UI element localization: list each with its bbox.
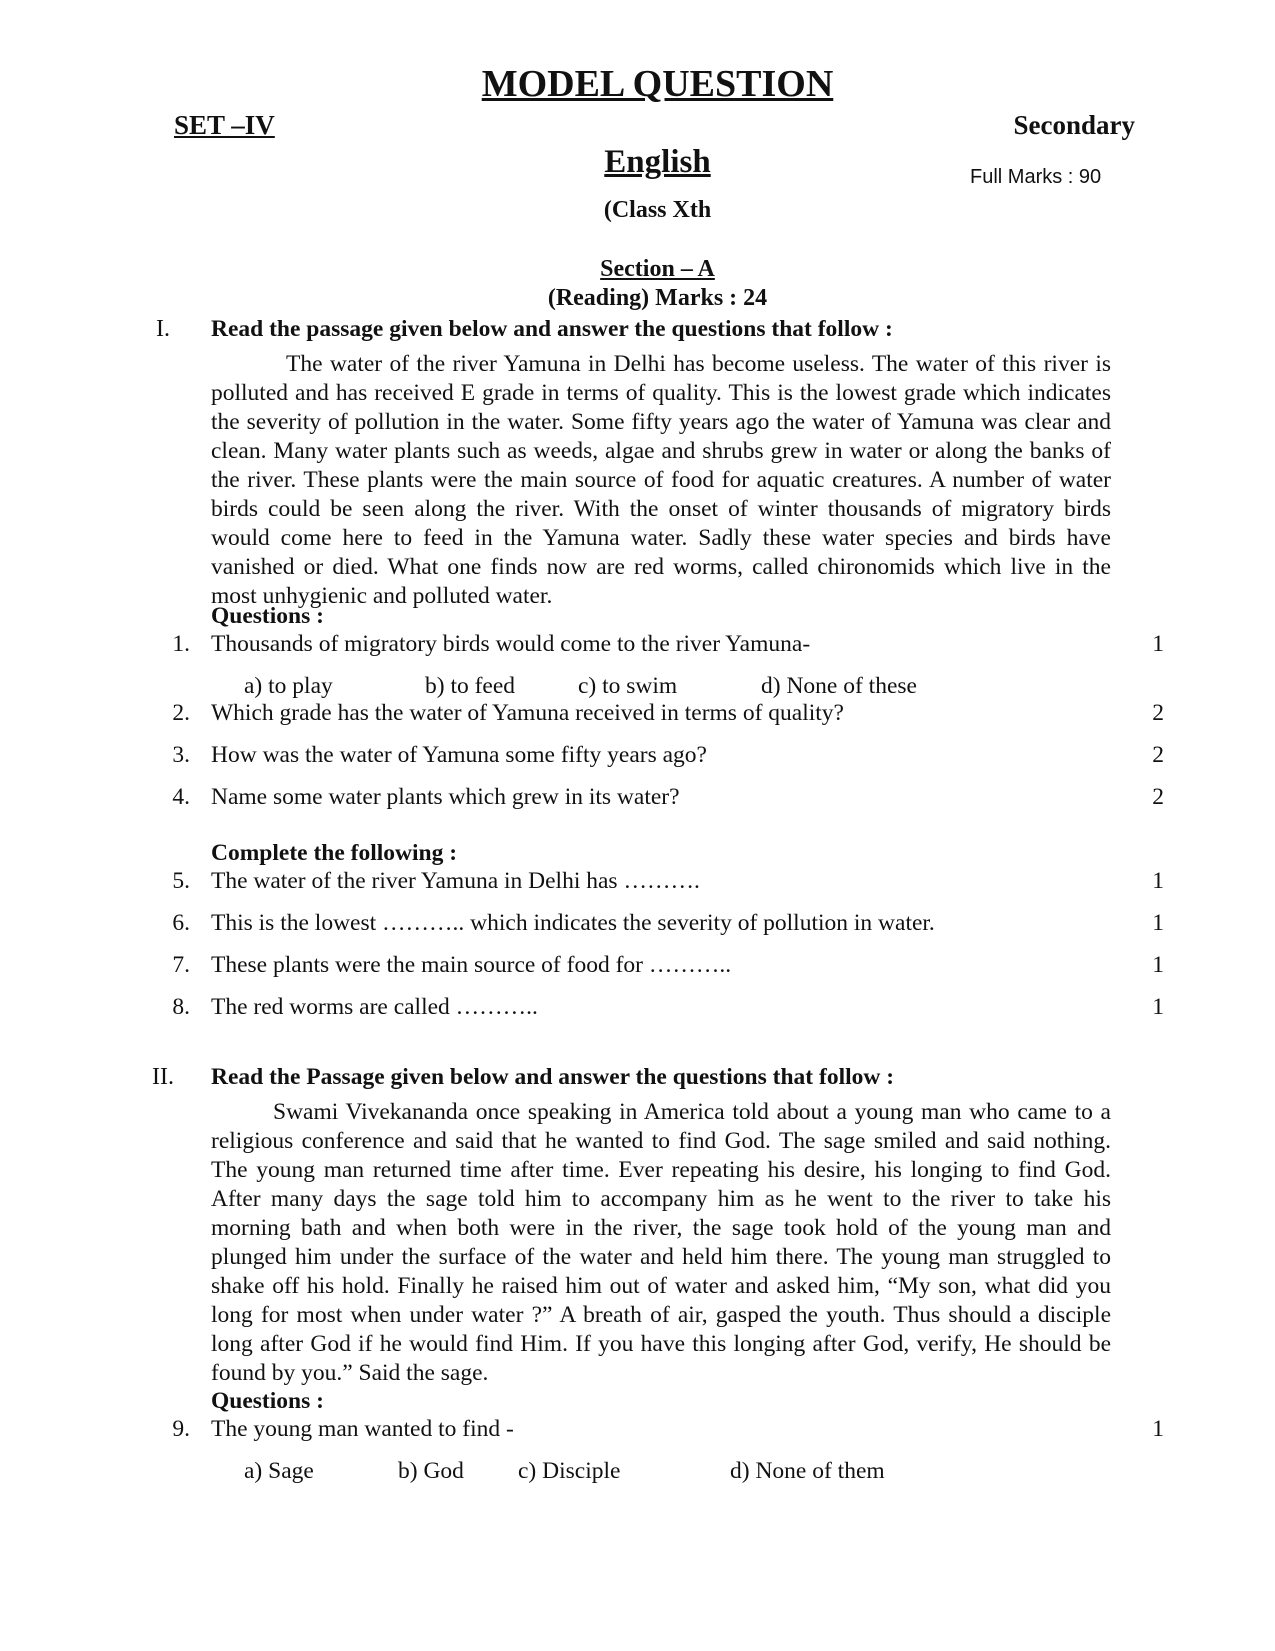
question-number: 8.: [172, 994, 190, 1020]
option-a: a) Sage: [244, 1458, 314, 1484]
subject-label: English: [604, 144, 711, 180]
set-label: SET –IV: [174, 110, 275, 140]
questions-heading: Questions :: [211, 1388, 324, 1414]
question-text: Which grade has the water of Yamuna received in terms of quality?: [211, 700, 844, 726]
part-number: I.: [156, 316, 170, 342]
option-b: b) God: [398, 1458, 464, 1484]
question-text: This is the lowest ……….. which indicates the severity of pollution in water.: [211, 910, 935, 936]
question-text: Name some water plants which grew in its water?: [211, 784, 680, 810]
question-text: The red worms are called ………..: [211, 994, 538, 1020]
part-instruction: Read the Passage given below and answer the questions that follow :: [211, 1064, 895, 1090]
question-number: 2.: [172, 700, 190, 726]
question-marks: 1: [1152, 631, 1164, 657]
question-marks: 2: [1152, 742, 1164, 768]
reading-passage: Swami Vivekananda once speaking in America told about a young man who came to a religious conference and said that he wanted to find God. The sage smiled and said nothing. The young man returned time after time. Ever repeating his desire, his longing to find God. After many days the sage told him to accompany him as he went to the river to take his morning bath and when both were in the river, the sage took hold of the young man and plunged him under the surface of the water and held him there. The young man struggled to shake off his hold. Finally he raised him out of water and asked him, “My son, what did you long for most when under water ?” A breath of air, gasped the youth. Thus should a disciple long after God if he would find Him. If you have this longing after God, verify, He should be found by you.” Said the sage.: [211, 1099, 1111, 1386]
question-text: These plants were the main source of food for ………..: [211, 952, 732, 978]
question-marks: 2: [1152, 700, 1164, 726]
question-marks: 1: [1152, 868, 1164, 894]
part-number: II.: [152, 1064, 174, 1090]
option-c: c) to swim: [578, 673, 678, 699]
question-text: The water of the river Yamuna in Delhi has ……….: [211, 868, 700, 894]
complete-heading: Complete the following :: [211, 840, 458, 866]
question-marks: 1: [1152, 952, 1164, 978]
question-marks: 2: [1152, 784, 1164, 810]
question-text: How was the water of Yamuna some fifty years ago?: [211, 742, 707, 768]
question-number: 5.: [172, 868, 190, 894]
option-d: d) None of them: [730, 1458, 885, 1484]
question-marks: 1: [1152, 910, 1164, 936]
part-instruction: Read the passage given below and answer the questions that follow :: [211, 316, 893, 342]
option-d: d) None of these: [761, 673, 917, 699]
reading-passage: The water of the river Yamuna in Delhi has become useless. The water of this river is polluted and has received E grade in terms of quality. This is the lowest grade which indicates the severity of pollution in the water. Some fifty years ago the water of Yamuna was clear and clean. Many water plants such as weeds, algae and shrubs grew in water or along the banks of the river. These plants were the main source of food for aquatic creatures. A number of water birds could be seen along the river. With the onset of winter thousands of migratory birds would come here to feed in the Yamuna water. Sadly these water species and birds have vanished or died. What one finds now are red worms, called chironomids which live in the most unhygienic and polluted water.: [211, 351, 1111, 609]
full-marks: Full Marks : 90: [970, 166, 1102, 188]
question-number: 4.: [172, 784, 190, 810]
question-number: 3.: [172, 742, 190, 768]
question-number: 7.: [172, 952, 190, 978]
level-label: Secondary: [1013, 110, 1135, 140]
question-number: 9.: [172, 1416, 190, 1442]
question-marks: 1: [1152, 994, 1164, 1020]
question-text: Thousands of migratory birds would come to the river Yamuna-: [211, 631, 811, 657]
question-number: 1.: [172, 631, 190, 657]
question-text: The young man wanted to find -: [211, 1416, 514, 1442]
section-title: Section – A: [600, 256, 715, 282]
page-title: MODEL QUESTION: [481, 63, 834, 105]
question-marks: 1: [1152, 1416, 1164, 1442]
questions-heading: Questions :: [211, 603, 324, 629]
question-number: 6.: [172, 910, 190, 936]
option-a: a) to play: [244, 673, 333, 699]
option-c: c) Disciple: [518, 1458, 621, 1484]
class-label: (Class Xth: [603, 197, 712, 223]
option-b: b) to feed: [425, 673, 516, 699]
section-subtitle: (Reading) Marks : 24: [547, 285, 768, 311]
